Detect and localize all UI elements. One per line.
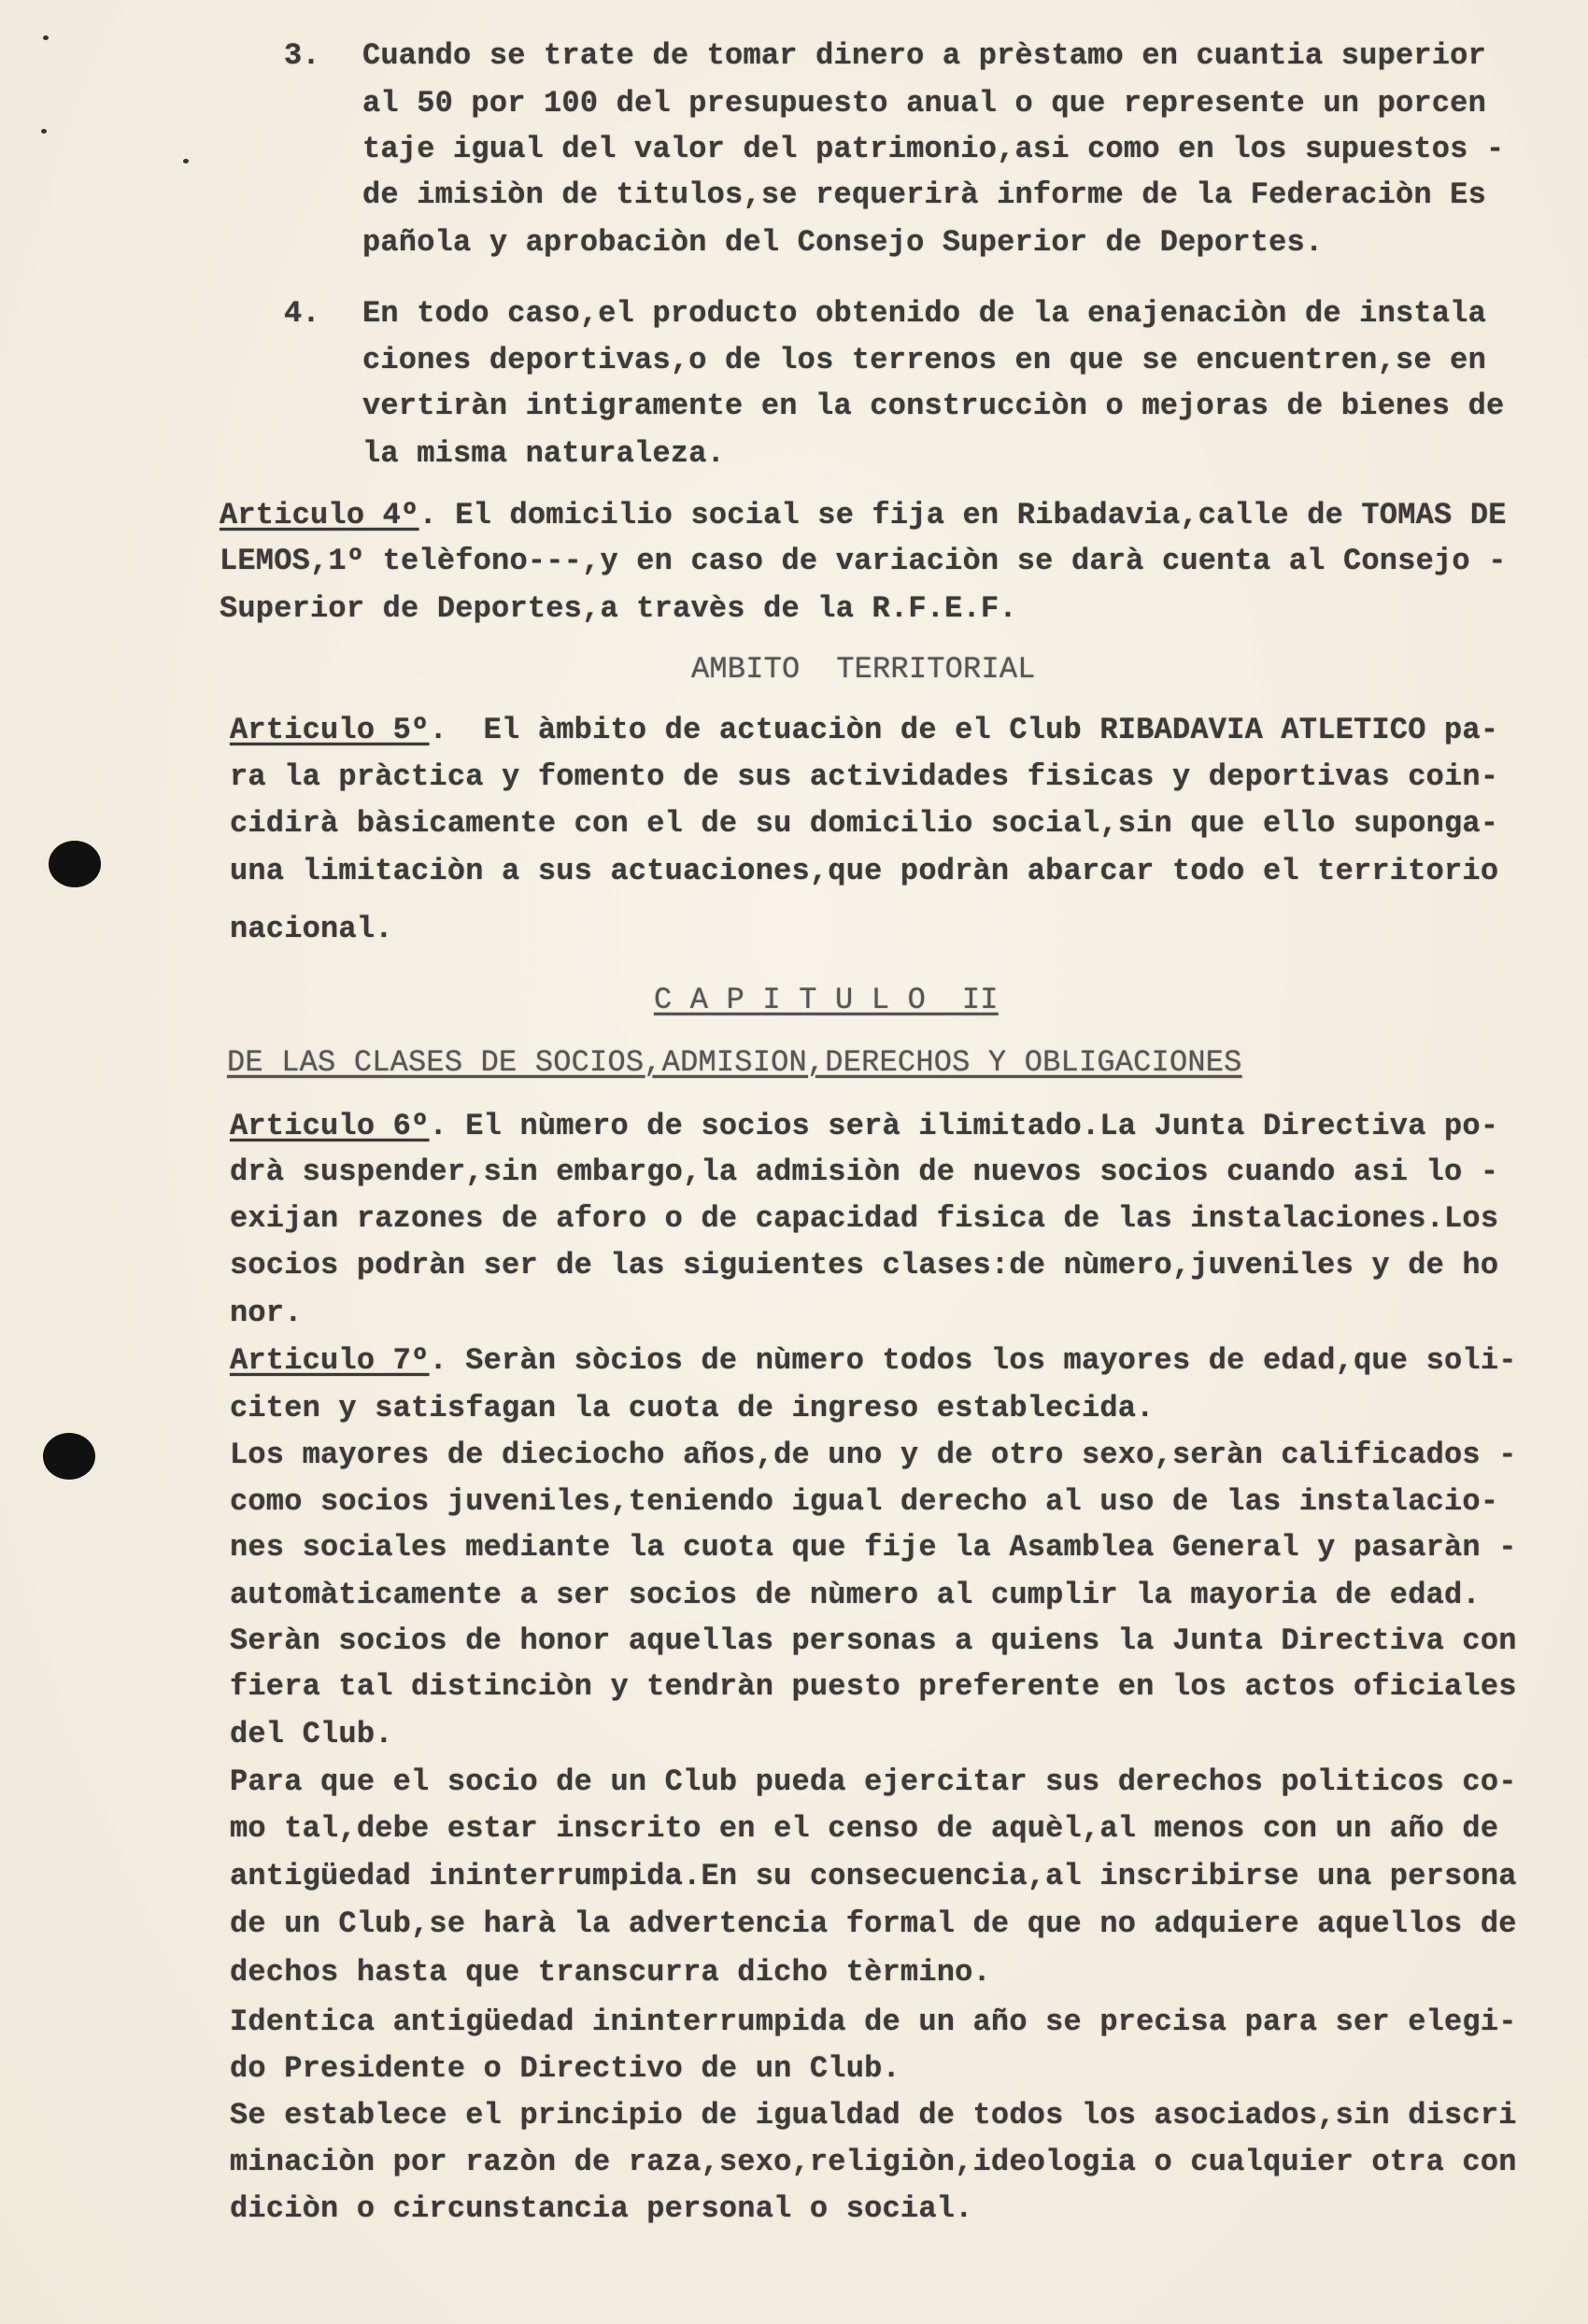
body-line: del Club.	[230, 1717, 393, 1751]
body-line: pañola y aprobaciòn del Consejo Superior de Deportes.	[362, 225, 1324, 260]
body-line: ciones deportivas,o de los terrenos en que se encuentren,se en	[362, 343, 1486, 377]
body-line: una limitaciòn a sus actuaciones,que podràn abarcar todo el territorio	[230, 854, 1499, 888]
article-line	[230, 712, 1498, 749]
body-line: de un Club,se harà la advertencia formal de que no adquiere aquellos de	[230, 1906, 1517, 1941]
article-line	[220, 497, 1507, 534]
body-line: cidirà bàsicamente con el de su domicilio social,sin que ello suponga-	[230, 806, 1499, 841]
body-line: Seràn socios de honor aquellas personas a quiens la Junta Directiva con	[230, 1623, 1517, 1658]
item-text: En todo caso,el producto obtenido de la enajenaciòn de instala	[362, 296, 1486, 331]
article-text: . Seràn sòcios de nùmero todos los mayores de edad,que soli-	[429, 1343, 1517, 1378]
body-line: drà suspender,sin embargo,la admisiòn de nuevos socios cuando asi lo -	[230, 1155, 1499, 1189]
body-line: al 50 por 100 del presupuesto anual o que represente un porcen	[362, 86, 1486, 120]
body-line: ra la pràctica y fomento de sus actividades fisicas y deportivas coin-	[230, 759, 1499, 794]
body-line: taje igual del valor del patrimonio,asi como en los supuestos -	[362, 132, 1505, 166]
body-line: dechos hasta que transcurra dicho tèrmino.	[230, 1955, 991, 1990]
article-number: Articulo 4º	[220, 498, 419, 532]
item-number: 3.	[284, 38, 320, 73]
body-line: do Presidente o Directivo de un Club.	[230, 2051, 900, 2086]
article-line	[230, 1108, 1498, 1145]
body-line: la misma naturaleza.	[362, 436, 726, 471]
article-number: Articulo 7º	[230, 1343, 430, 1378]
body-line: nacional.	[230, 912, 393, 946]
body-line: mo tal,debe estar inscrito en el censo de aquèl,al menos con un año de	[230, 1811, 1499, 1846]
body-line: nor.	[230, 1296, 303, 1330]
body-line: antigüedad ininterrumpida.En su consecuencia,al inscribirse una persona	[230, 1859, 1517, 1893]
body-line: automàticamente a ser socios de nùmero al cumplir la mayoria de edad.	[230, 1578, 1481, 1612]
body-line: vertiràn intigramente en la construcciòn o mejoras de bienes de	[362, 389, 1505, 423]
body-line: fiera tal distinciòn y tendràn puesto preferente en los actos oficiales	[230, 1669, 1517, 1704]
section-heading: AMBITO TERRITORIAL	[691, 652, 1036, 687]
article-text: . El nùmero de socios serà ilimitado.La Junta Directiva po-	[429, 1109, 1499, 1143]
body-line: Para que el socio de un Club pueda ejercitar sus derechos politicos co-	[230, 1764, 1517, 1799]
body-line: minaciòn por razòn de raza,sexo,religiòn,ideologia o cualquier otra con	[230, 2145, 1517, 2179]
body-line: socios podràn ser de las siguientes clases:de nùmero,juveniles y de ho	[230, 1248, 1499, 1282]
body-line: LEMOS,1º telèfono---,y en caso de variaciòn se darà cuenta al Consejo -	[220, 544, 1507, 578]
speck	[183, 159, 189, 163]
punch-hole	[43, 1433, 95, 1480]
article-line	[230, 1342, 1517, 1380]
body-line: Los mayores de dieciocho años,de uno y de otro sexo,seràn calificados -	[230, 1438, 1517, 1472]
item-number: 4.	[284, 296, 320, 331]
body-line: Se establece el principio de igualdad de todos los asociados,sin discri	[230, 2098, 1517, 2133]
body-line: exijan razones de aforo o de capacidad fisica de las instalaciones.Los	[230, 1201, 1499, 1236]
speck	[41, 129, 47, 134]
body-line: de imisiòn de titulos,se requerirà informe de la Federaciòn Es	[362, 177, 1486, 212]
body-line: nes sociales mediante la cuota que fije la Asamblea General y pasaràn -	[230, 1530, 1517, 1565]
body-line: Identica antigüedad ininterrumpida de un año se precisa para ser elegi-	[230, 2005, 1517, 2039]
body-line: como socios juveniles,teniendo igual derecho al uso de las instalacio-	[230, 1484, 1499, 1519]
chapter-subtitle: DE LAS CLASES DE SOCIOS,ADMISION,DERECHOS Y OBLIGACIONES	[227, 1045, 1242, 1080]
article-number: Articulo 6º	[230, 1109, 430, 1143]
body-line: diciòn o circunstancia personal o social.	[230, 2191, 973, 2226]
body-line: Superior de Deportes,a travès de la R.F.E.F.	[220, 591, 1017, 626]
item-text: Cuando se trate de tomar dinero a prèstamo en cuantia superior	[362, 38, 1486, 73]
article-text: . El àmbito de actuaciòn de el Club RIBADAVIA ATLETICO pa-	[429, 713, 1499, 747]
article-text: . El domicilio social se fija en Ribadavia,calle de TOMAS DE	[418, 498, 1507, 532]
article-number: Articulo 5º	[230, 713, 430, 747]
punch-hole	[49, 841, 101, 887]
chapter-title: C A P I T U L O II	[654, 983, 999, 1017]
body-line: citen y satisfagan la cuota de ingreso establecida.	[230, 1391, 1155, 1425]
speck	[43, 35, 49, 40]
